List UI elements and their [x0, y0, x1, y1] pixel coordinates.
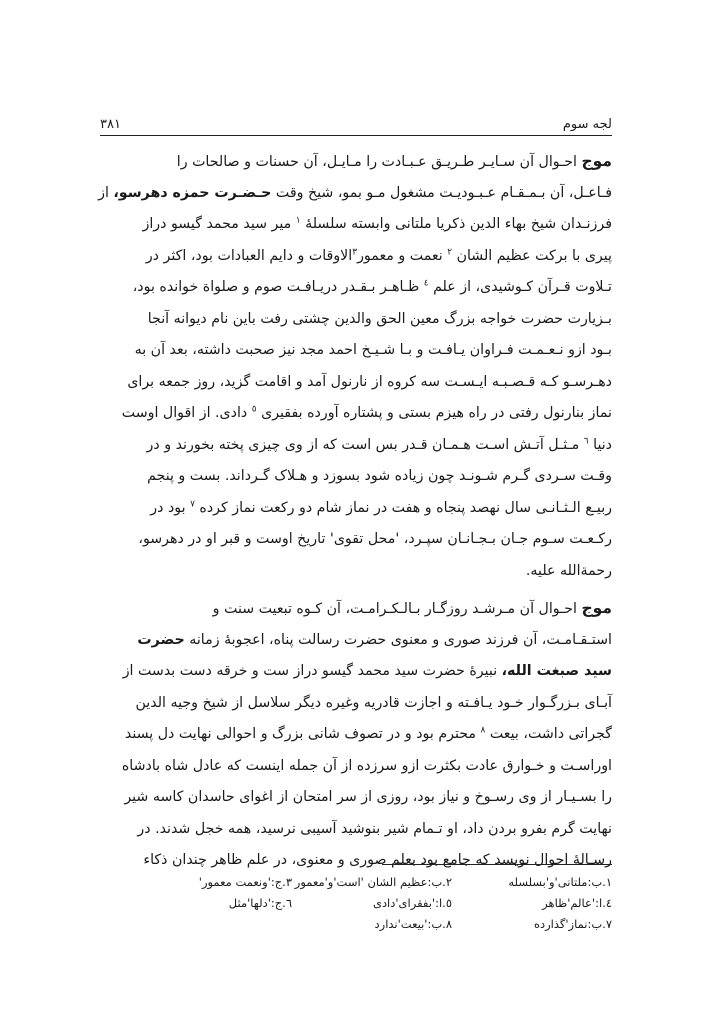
- footnote-marker: ۱: [295, 215, 301, 226]
- footnote-entry: ۷.ب:نماز'گذارده: [533, 917, 612, 931]
- line-text: الاوقات و دایم العبادات بود، اکثر در: [145, 247, 353, 264]
- text-line: [100, 625, 612, 657]
- text-line: [100, 241, 612, 273]
- line-text: محترم بود و در تصوف شانی بزرگ و احوالی نهایت دل پسند: [124, 726, 476, 742]
- line-text: بود در: [150, 499, 186, 516]
- bold-name: حـضـرت حمزه دهرسو،: [113, 184, 272, 201]
- text-line: [100, 493, 612, 525]
- running-title: لجه سوم: [562, 117, 612, 132]
- line-text: بـزیارت حضرت خواجه بزرگ معین الحق والدین چشتی رفت باین نام دیوانه آنجا: [147, 310, 612, 327]
- footnote-entry: [132, 914, 292, 935]
- text-line: [100, 688, 612, 720]
- text-line: [100, 782, 612, 814]
- text-line: [100, 656, 612, 688]
- footnote-row: [100, 893, 612, 914]
- text-line: [100, 430, 612, 462]
- text-line: [100, 335, 612, 367]
- line-text: احـوال آن مـرشـد روزگـار بـالـکـرامـت، آن کـوه تبعیت سنت و: [212, 601, 577, 617]
- line-text: تـلاوت قـرآن کـوشیدی، از علم: [433, 279, 612, 295]
- text-line: [100, 178, 612, 210]
- line-text: از: [98, 184, 109, 201]
- footnote-marker: ۷: [190, 498, 195, 509]
- text-line: [100, 146, 612, 178]
- text-line: [100, 304, 612, 336]
- text-line: [100, 272, 612, 304]
- footnote-marker: ۸: [480, 725, 486, 736]
- line-text: را بسـیـار از وی رسـوخ و نیاز بود، روزی از سر امتحان از اغوای حاسدان کاسه شیر: [124, 789, 612, 805]
- line-text: احـوال آن سـایـر طـریـق عـبـادت را مـایـل، آن حسنات و صالحات را: [176, 154, 577, 170]
- text-line: [100, 209, 612, 241]
- text-line: [100, 719, 612, 751]
- line-text: میر سید محمد گیسو دراز: [142, 216, 292, 232]
- footnote-entry: ۲.ب:عظیم الشان 'است'و'معمور: [294, 875, 452, 889]
- line-text: فـاعـل، آن بـمـقـام عـبـودیـت مشغول مـو بمو، شیخ وقت: [275, 184, 612, 201]
- bold-name: حضرت: [137, 631, 185, 648]
- footnote-marker: ٤: [423, 278, 429, 289]
- line-text: گجراتی داشت، بیعت: [489, 726, 612, 742]
- line-text: دنیا: [593, 436, 612, 453]
- line-text: نماز بنارنول رفتی در راه هیزم بستی و پشتاره آورده بفقیری: [261, 405, 612, 421]
- text-line: [100, 461, 612, 493]
- footnote-row: [100, 872, 612, 893]
- header-rule: [100, 135, 612, 136]
- footnote-marker: ٦: [583, 435, 589, 446]
- line-text: رحمةالله علیه.: [525, 562, 612, 579]
- text-line: [100, 524, 612, 556]
- footnote-marker: ۲: [447, 246, 453, 257]
- line-text: دادی. از اقوال اوست: [121, 405, 248, 421]
- line-text: اوراسـت و خـوارق عادت بکثرت ازو سرزده از آن جمله اینست که عادل شاه بادشاه: [121, 757, 612, 774]
- line-text: دهـرسـو کـه قـصـبـه ایـسـت سه کروه از نارنول آمد و اقامت گزید، روز جمعه برای: [127, 373, 612, 390]
- paragraph-1: [100, 146, 612, 587]
- text-line: [100, 814, 612, 846]
- footnote-entry: ٤.ا:'عالم'ظاهر: [542, 896, 612, 910]
- text-line: [100, 367, 612, 399]
- line-text: بـود ازو نـعـمـت فـراوان یـافـت و بـا شـیـخ احمد مجد نیز صحبت داشته، بعد آن به: [134, 342, 612, 358]
- footnotes: [100, 872, 612, 935]
- footnote-entry: ۸.ب:'بیعت'ندارد: [374, 917, 452, 931]
- paragraph-2: [100, 593, 612, 877]
- line-text: وقـت سـردی گـرم شـونـد چون زیاده شود بسوزد و هـلاک گـرداند. بست و پنجم: [147, 468, 612, 484]
- line-text: نهایت گرم بفرو بردن داد، او تـمام شیر بنوشید آسیبی نرسید، همه خجل شدند. در: [137, 820, 612, 837]
- line-text: نعمت و معمور: [357, 247, 443, 264]
- footnote-entry: ٥.ا:'بفقرای'دادی: [372, 896, 452, 910]
- footnote-entry: ٦.ج:'دلها'مثل: [228, 896, 292, 910]
- line-text: فرزنـدان شیخ بهاء الدین ذکریا ملتانی وابسته سلسلهٔ: [305, 216, 612, 232]
- section-keyword: موج: [581, 599, 612, 617]
- line-text: ظـاهـر بـقـدر دریـافـت صوم و صلواة خوانده بود،: [132, 279, 420, 295]
- footnote-row: [100, 914, 612, 935]
- bold-name: سید صبغت الله،: [501, 663, 612, 679]
- text-line: [100, 556, 612, 588]
- line-text: مـثـل آتـش اسـت هـمـان قـدر بس است که از وی چیزی پخته بخورند و در: [146, 436, 580, 453]
- footnote-marker: ۳: [352, 246, 358, 257]
- footnote-marker: ٥: [251, 404, 257, 415]
- text-line: [100, 751, 612, 783]
- page-number: ۳۸۱: [100, 117, 121, 132]
- line-text: آبـای بـزرگـوار خـود یـافـته و اجازت قادریه وغیره دیگر سلاسل از شیخ وجیه الدین: [135, 694, 612, 711]
- running-header: [100, 112, 612, 132]
- line-text: نبیرهٔ حضرت سید محمد گیسو دراز ست و خرقه دست بدست از: [122, 663, 498, 679]
- line-text: رسـالهٔ احوال نویسد که جامع بود بعلم صوری و معنوی، در علم ظاهر چندان ذکاء: [143, 852, 612, 868]
- footnote-rule: [382, 864, 612, 865]
- line-text: رکـعـت سـوم جـان بـجـانـان سپـرد، 'محل تقوی' تاریخ اوست و قبر او در دهرسو،: [138, 531, 612, 547]
- footnote-entry: ۱.ب:ملتانی'و'بسلسله: [508, 875, 612, 889]
- section-keyword: موج: [581, 152, 612, 170]
- text-line: [100, 593, 612, 625]
- line-text: استـقـامـت، آن فرزند صوری و معنوی حضرت رسالت پناه، اعجوبهٔ زمانه: [189, 631, 612, 648]
- footnote-entry: ۳.ج:'ونعمت معمور': [198, 875, 292, 889]
- line-text: پیری با برکت عظیم الشان: [456, 247, 612, 264]
- line-text: ربیـع الـثـانـی سال نهصد پنجاه و هفت در نماز شام دو رکعت نماز کرده: [199, 499, 612, 516]
- text-line: [100, 398, 612, 430]
